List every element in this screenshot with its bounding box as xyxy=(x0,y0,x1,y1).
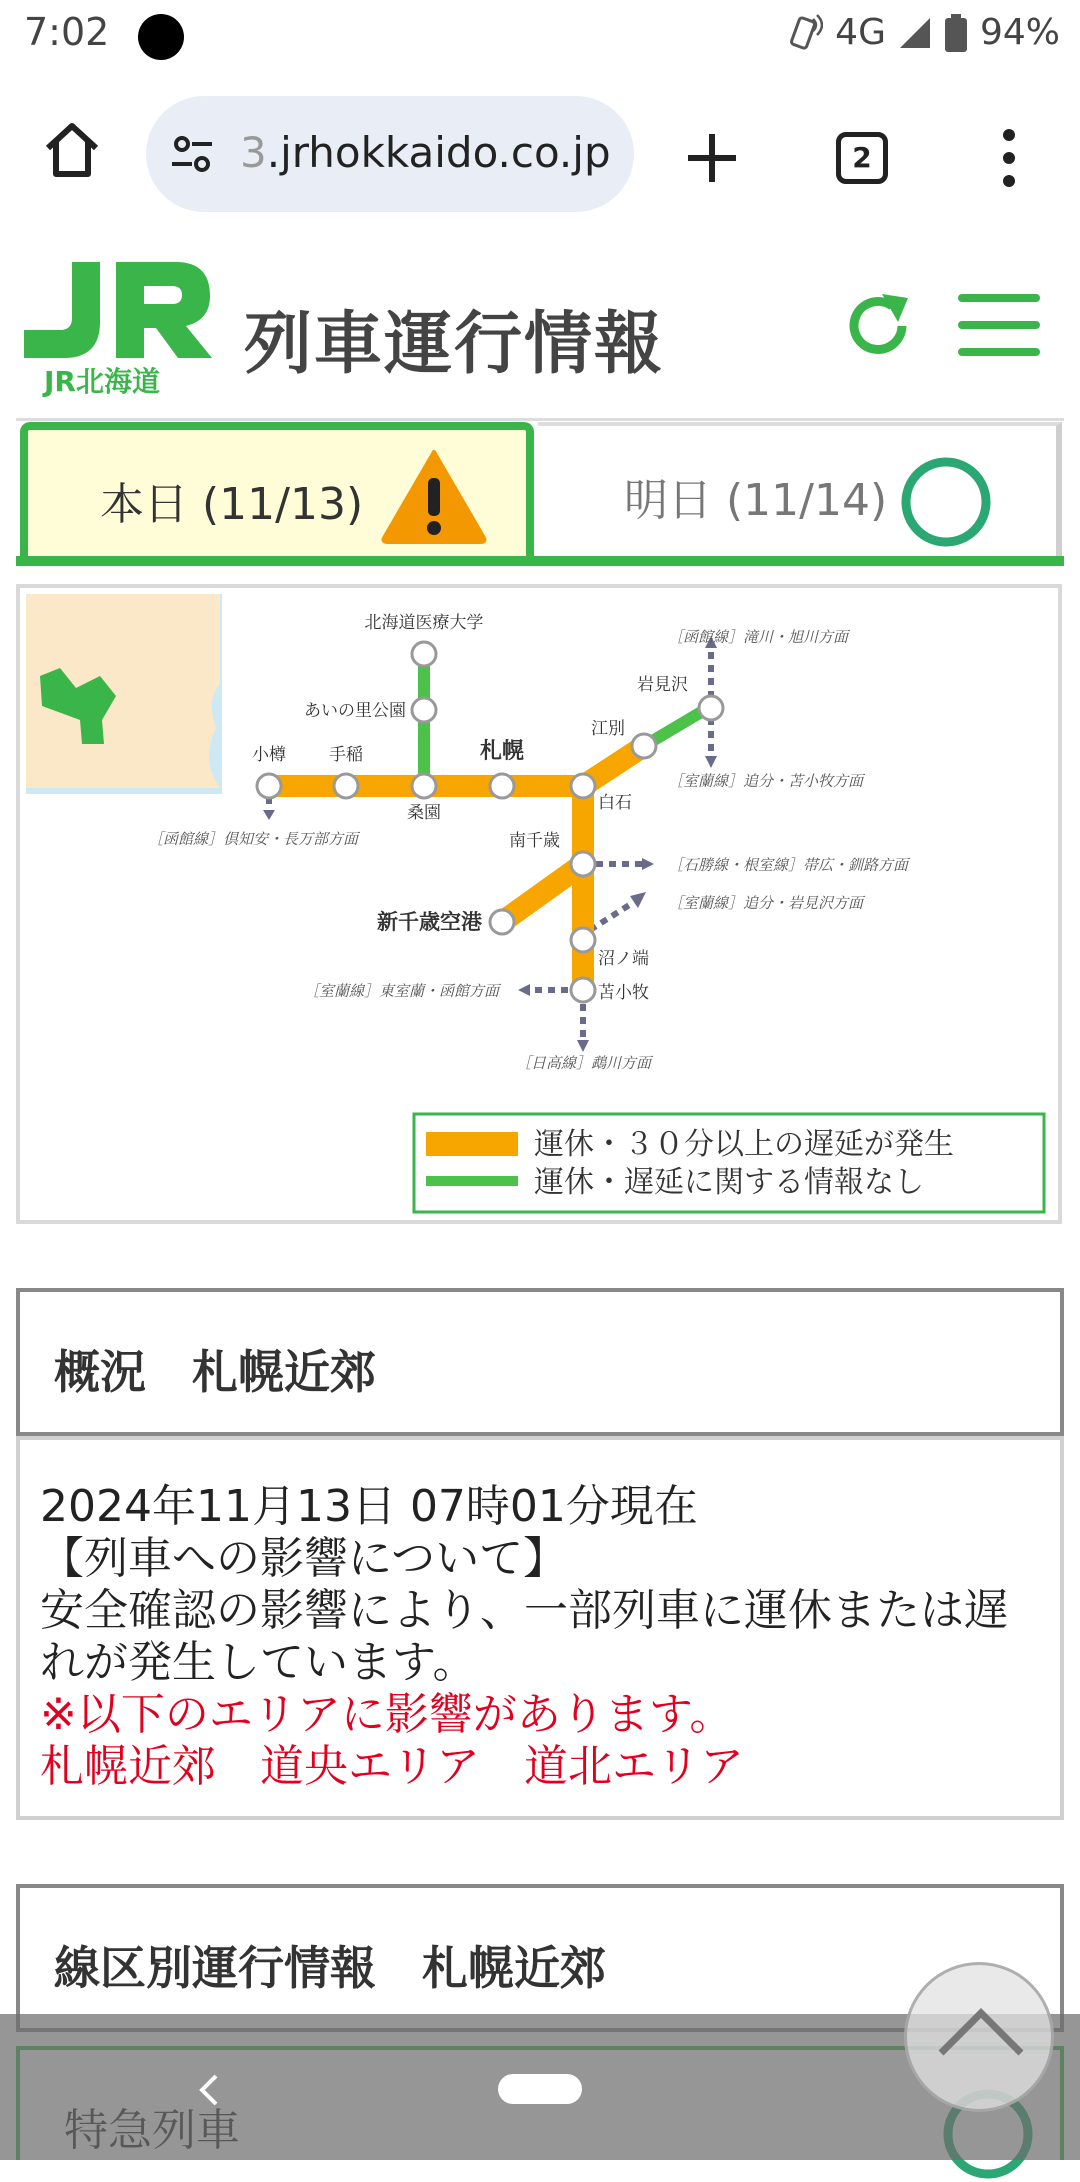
site-settings-icon[interactable] xyxy=(168,130,216,178)
station-shinchitose: 新千歳空港 xyxy=(377,910,482,934)
home-gesture-pill[interactable] xyxy=(498,2074,582,2104)
station-minamichitose: 南千歳 xyxy=(509,831,560,851)
legend-swatch-delay xyxy=(426,1132,518,1156)
header-divider xyxy=(16,418,1064,421)
battery-label: 94% xyxy=(979,12,1060,53)
network-label: 4G xyxy=(835,12,886,53)
status-right xyxy=(783,12,1060,53)
home-icon[interactable] xyxy=(38,116,106,184)
overview-text-line: 安全確認の影響により、一部列車に運休または遅 xyxy=(40,1585,1008,1636)
status-time: 7:02 xyxy=(24,10,110,54)
tab-today-label: 本日 (11/13) xyxy=(100,479,364,530)
tab-today[interactable] xyxy=(20,422,534,564)
station-ebetsu: 江別 xyxy=(591,719,625,739)
tab-switcher-button[interactable]: 2 xyxy=(836,132,888,184)
station-node xyxy=(571,928,595,952)
status-bar xyxy=(0,0,1080,76)
refresh-icon[interactable] xyxy=(842,290,914,362)
station-otaru: 小樽 xyxy=(252,745,286,765)
station-node xyxy=(632,734,656,758)
overview-notice: ※以下のエリアに影響があります。 xyxy=(40,1689,734,1740)
station-shiroishi: 白石 xyxy=(598,793,632,813)
vibrate-icon xyxy=(783,13,823,53)
scroll-to-top-button[interactable] xyxy=(904,1962,1054,2112)
station-node xyxy=(412,774,436,798)
dir-sekisho: ［石勝線・根室線］帯広・釧路方面 xyxy=(668,856,909,874)
line-section-header xyxy=(16,1884,1064,2032)
station-node xyxy=(571,774,595,798)
station-node xyxy=(571,978,595,1002)
dir-hakodate-takikawa: ［函館線］滝川・旭川方面 xyxy=(668,628,849,646)
dir-muroran-iwamizawa: ［室蘭線］追分・岩見沢方面 xyxy=(668,894,864,912)
legend-normal-label: 運休・遅延に関する情報なし xyxy=(534,1165,924,1200)
station-iryodai: 北海道医療大学 xyxy=(364,613,484,633)
station-nodes xyxy=(257,642,723,1002)
more-menu-icon[interactable] xyxy=(994,126,1024,190)
station-node xyxy=(257,774,281,798)
signal-icon xyxy=(898,16,932,50)
back-icon[interactable] xyxy=(196,2072,220,2108)
new-tab-icon[interactable] xyxy=(682,128,742,188)
station-node xyxy=(490,774,514,798)
overview-header xyxy=(16,1288,1064,1436)
dir-hakodate-kutchan: ［函館線］倶知安・長万部方面 xyxy=(148,830,359,848)
jr-logo[interactable] xyxy=(20,258,214,368)
station-node xyxy=(699,696,723,720)
dir-muroran-tomakomai: ［室蘭線］追分・苫小牧方面 xyxy=(668,772,864,790)
hamburger-menu-icon[interactable] xyxy=(958,292,1040,358)
dir-hidaka: ［日高線］鵡川方面 xyxy=(516,1054,652,1072)
overview-affected-areas: 札幌近郊 道央エリア 道北エリア xyxy=(40,1741,744,1792)
tabs-underline xyxy=(16,556,1064,566)
station-numanohata: 沼ノ端 xyxy=(598,949,649,969)
hokkaido-inset-map xyxy=(26,594,222,794)
dir-muroran-higashimuroran: ［室蘭線］東室蘭・函館方面 xyxy=(304,982,500,1000)
legend-delay-label: 運休・３０分以上の遅延が発生 xyxy=(534,1127,954,1162)
jr-hokkaido-text: JR北海道 xyxy=(44,365,160,398)
url-text[interactable]: 3.jrhokkaido.co.jp xyxy=(240,128,611,177)
station-soen: 桑園 xyxy=(407,803,441,823)
station-teine: 手稲 xyxy=(329,745,363,765)
tab-tomorrow-label: 明日 (11/14) xyxy=(624,475,888,526)
station-iwamizawa: 岩見沢 xyxy=(637,675,688,695)
battery-icon xyxy=(944,13,968,53)
station-node xyxy=(412,698,436,722)
tab-tomorrow[interactable] xyxy=(538,422,1062,564)
site-header xyxy=(0,240,1080,420)
camera-cutout xyxy=(138,14,184,60)
legend-swatch-normal xyxy=(426,1176,518,1186)
map-legend xyxy=(414,1114,1044,1212)
normal-circle-icon xyxy=(898,454,994,550)
station-node xyxy=(490,910,514,934)
overview-timestamp: 2024年11月13日 07時01分現在 xyxy=(40,1481,698,1532)
airport-branch xyxy=(502,864,583,922)
chevron-up-icon xyxy=(933,2001,1029,2061)
page-title: 列車運行情報 xyxy=(244,305,665,384)
station-labels xyxy=(252,613,688,1003)
station-ainosato: あいの里公園 xyxy=(304,701,406,721)
station-node xyxy=(571,852,595,876)
station-sapporo: 札幌 xyxy=(479,739,525,764)
browser-toolbar xyxy=(0,76,1080,236)
overview-heading: 概況 札幌近郊 xyxy=(54,1345,376,1399)
warning-icon xyxy=(380,448,488,544)
route-map xyxy=(16,584,1062,1224)
overview-text-line: れが発生しています。 xyxy=(40,1637,477,1688)
overview-subheading: 【列車への影響について】 xyxy=(40,1533,568,1584)
overview-body xyxy=(16,1436,1064,1820)
station-node xyxy=(334,774,358,798)
station-node xyxy=(412,642,436,666)
line-section-heading: 線区別運行情報 札幌近郊 xyxy=(54,1941,606,1995)
route-map-svg xyxy=(20,588,1058,1220)
station-tomakomai: 苫小牧 xyxy=(598,983,649,1003)
